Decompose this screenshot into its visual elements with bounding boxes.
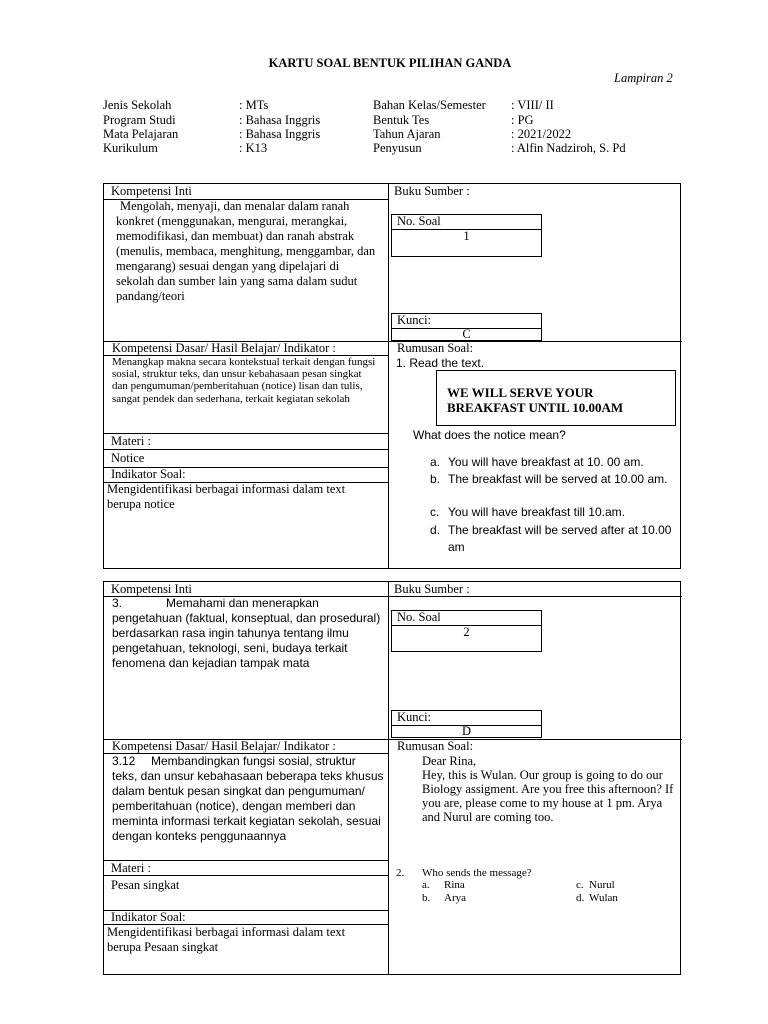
option-letter-2c: c. [576, 879, 584, 891]
no-soal-box [391, 214, 542, 257]
buku-sumber-label: Buku Sumber : [394, 184, 470, 198]
kunci-box-2 [391, 710, 542, 738]
option-text-a: You will have breakfast at 10. 00 am. [448, 455, 644, 469]
rumusan-soal-label: Rumusan Soal: [397, 341, 474, 355]
ki-text: Mengolah, menyaji, dan menalar dalam ranah konkret (menggunakan, mengurai, merangkai, memodifikasi, dan membuat) dan ranah abstrak (menulis, membaca, menghitung, menggambar, dan mengarang) sesuai dengan yang dipelajari di sekolah dan sumber lain yang sama dalam sudut pandang/teori [116, 199, 376, 303]
question-card-2 [103, 581, 681, 975]
kd-number-2: 3.12 [112, 754, 136, 768]
question-card-1 [103, 183, 681, 569]
notice-box [436, 370, 676, 426]
header-value-program-studi: : Bahasa Inggris [239, 113, 321, 127]
header-label-kurikulum: Kurikulum [103, 141, 158, 155]
materi-label-2: Materi : [111, 861, 151, 875]
message-body: Hey, this is Wulan. Our group is going to do our Biology assigment. Are you free this afternoon? If you are, please come to my house at 1 pm. Arya and Nurul are coming too. [422, 768, 674, 824]
header-value-tahun-ajaran: : 2021/2022 [511, 127, 572, 141]
no-soal-label-2: No. Soal [397, 610, 441, 624]
kunci-label-2: Kunci: [397, 710, 432, 724]
kunci-value-2: D [461, 724, 472, 738]
materi-value-2: Pesan singkat [111, 878, 180, 892]
option-text-d: The breakfast will be served after at 10.00 am [448, 523, 672, 554]
message-greeting: Dear Rina, [422, 754, 477, 768]
option-letter-a: a. [430, 455, 441, 469]
ki-label: Kompetensi Inti [111, 184, 192, 198]
ki-label-2: Kompetensi Inti [111, 582, 192, 596]
document-title: KARTU SOAL BENTUK PILIHAN GANDA [268, 56, 512, 70]
option-letter-d: d. [430, 523, 441, 537]
header-label-jenis-sekolah: Jenis Sekolah [103, 98, 172, 112]
option-letter-2d: d. [576, 892, 585, 904]
option-text-b: The breakfast will be served at 10.00 am. [448, 472, 668, 486]
option-letter-2a: a. [422, 879, 430, 891]
question-text-2: Who sends the message? [422, 867, 532, 879]
option-text-2b: Arya [444, 892, 466, 904]
header-value-bentuk-tes: : PG [511, 113, 534, 127]
kunci-box [391, 313, 542, 341]
option-text-c: You will have breakfast till 10.am. [448, 505, 625, 519]
header-label-mata-pelajaran: Mata Pelajaran [103, 127, 179, 141]
kd-label-2: Kompetensi Dasar/ Hasil Belajar/ Indikator : [112, 739, 336, 753]
ki-number-2: 3. [112, 596, 123, 610]
option-text-2a: Rina [444, 879, 465, 891]
indikator-text: Mengidentifikasi berbagai informasi dalam text berupa notice [107, 482, 346, 511]
header-label-kelas-semester: Bahan Kelas/Semester [373, 98, 486, 112]
question-text: What does the notice mean? [413, 428, 566, 442]
no-soal-label: No. Soal [397, 214, 441, 228]
indikator-text-2: Mengidentifikasi berbagai informasi dalam text berupa Pesaan singkat [107, 925, 346, 954]
no-soal-box-2 [391, 610, 542, 652]
option-text-2d: Wulan [589, 892, 618, 904]
kd-text-2: Membandingkan fungsi sosial, struktur teks, dan unsur kebahasaan beberapa teks khusus dalam bentuk pesan singkat dan pengumuman/ pemberitahuan (notice), dengan memberi dan meminta informasi terkait kegiatan sekolah, sesuai dengan konteks penggunaannya [112, 754, 384, 843]
no-soal-value: 1 [463, 229, 470, 243]
rumusan-soal-label-2: Rumusan Soal: [397, 739, 474, 753]
kunci-value: C [462, 327, 471, 341]
header-value-mata-pelajaran: : Bahasa Inggris [239, 127, 321, 141]
header-label-bentuk-tes: Bentuk Tes [373, 113, 430, 127]
question-number-2: 2. [396, 867, 405, 879]
option-text-2c: Nurul [589, 879, 615, 891]
header-value-kelas-semester: : VIII/ II [511, 98, 554, 112]
buku-sumber-label-2: Buku Sumber : [394, 582, 470, 596]
header-value-jenis-sekolah: : MTs [239, 98, 269, 112]
header-value-kurikulum: : K13 [239, 141, 268, 155]
ki-text-2: Memahami dan menerapkan pengetahuan (faktual, konseptual, dan prosedural) berdasarkan rasa ingin tahunya tentang ilmu pengetahuan, teknologi, seni, budaya terkait fenomena dan kejadian tampak mata [112, 596, 381, 670]
kd-label: Kompetensi Dasar/ Hasil Belajar/ Indikator : [112, 341, 336, 355]
materi-label: Materi : [111, 434, 151, 448]
header-value-penyusun: : Alfin Nadziroh, S. Pd [511, 141, 626, 155]
indikator-label: Indikator Soal: [111, 467, 186, 481]
header-label-penyusun: Penyusun [373, 141, 422, 155]
lampiran-label: Lampiran 2 [614, 71, 673, 85]
option-letter-2b: b. [422, 892, 431, 904]
header-label-program-studi: Program Studi [103, 113, 176, 127]
materi-value: Notice [111, 451, 145, 465]
header-label-tahun-ajaran: Tahun Ajaran [373, 127, 441, 141]
kd-text: Menangkap makna secara kontekstual terkait dengan fungsi sosial, struktur teks, dan unsur kebahasaan pesan singkat dan pengumuman/pemberitahuan (notice) lisan dan tulis, sangat pendek dan sederhana, terkait kegiatan sekolah [112, 356, 376, 405]
kunci-label: Kunci: [397, 313, 432, 327]
question-intro: 1. Read the text. [396, 356, 485, 370]
no-soal-value-2: 2 [463, 625, 470, 639]
indikator-label-2: Indikator Soal: [111, 910, 186, 924]
option-letter-c: c. [430, 505, 440, 519]
notice-text: WE WILL SERVE YOUR BREAKFAST UNTIL 10.00AM [447, 385, 624, 415]
option-letter-b: b. [430, 472, 441, 486]
